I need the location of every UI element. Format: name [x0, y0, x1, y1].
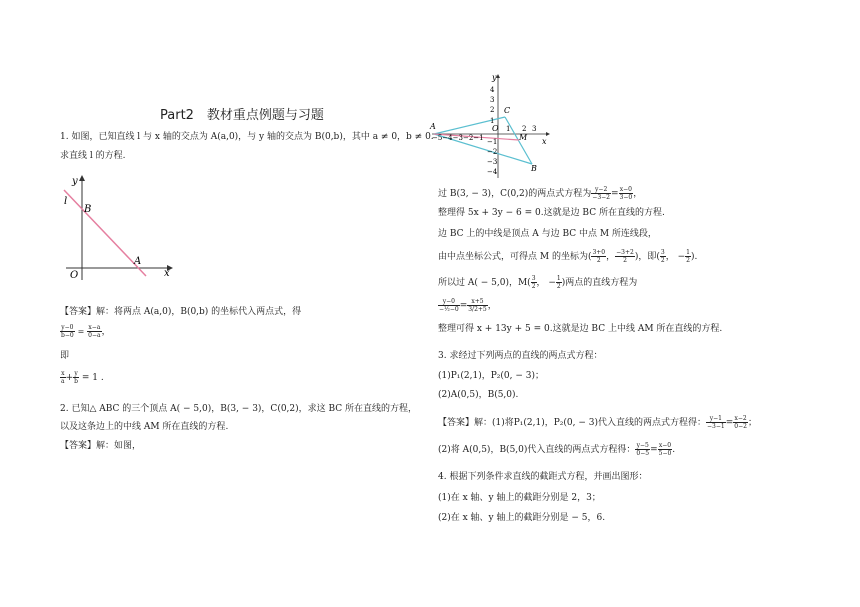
fig2-ytick: 2: [490, 106, 495, 114]
text: 【答案】解：(1)将P₁(2,1)，P₂(0, − 3)代入直线的两点式方程得：: [438, 418, 707, 428]
fraction: [706, 415, 726, 430]
frac-num: x−0: [658, 442, 672, 449]
equals-sign: =: [611, 189, 619, 199]
frac-den: 2: [531, 283, 536, 290]
answer-3-part-2: [438, 442, 675, 457]
frac-den: 0−a: [88, 332, 101, 339]
fig2-xtick: 1: [506, 125, 511, 133]
fig2-ytick: −2: [487, 148, 498, 156]
frac-num: y−0: [438, 298, 460, 306]
comma: ， −: [665, 252, 686, 262]
frac-num: x: [61, 370, 65, 377]
problem-3-part-2: (2)A(0,5)，B(5,0).: [438, 390, 519, 400]
frac-den: 0−5: [636, 450, 650, 457]
am-points: [438, 275, 637, 290]
frac-den: 2: [623, 257, 627, 264]
fig2-label-y: y: [492, 73, 497, 82]
bc-two-point-form: [438, 186, 642, 201]
fig2-xtick: 3: [532, 125, 537, 133]
midpoint-formula: [438, 249, 697, 264]
fig2-xticks-negative: −5−4−3−2−1: [432, 134, 484, 142]
frac-num: 3+0: [592, 249, 606, 256]
text: ).: [690, 252, 698, 262]
equals-sign: =: [459, 301, 468, 311]
fig2-ytick: −4: [487, 168, 498, 176]
fig2-ytick: 3: [490, 96, 495, 104]
answer-1-equation: $\frac{y-0}{b-0}$ = $\frac{x-a}{0-a}$ ，: [61, 324, 111, 339]
fig2-ytick: 4: [490, 86, 495, 94]
frac-num: 3: [531, 275, 536, 282]
text: )两点的直线方程为: [561, 278, 638, 288]
frac-num: 3: [660, 249, 665, 256]
fig2-label-O: O: [492, 124, 499, 133]
text: )，即(: [634, 252, 660, 262]
fraction: [438, 298, 460, 313]
answer-2-intro: 【答案】解：如图，: [60, 441, 142, 451]
problem-4-part-1: (1)在 x 轴、y 轴上的截距分别是 2，3；: [438, 493, 601, 503]
figure-triangle-abc: [428, 72, 558, 182]
equals-sign: =: [650, 445, 658, 455]
frac-num: 1: [686, 249, 690, 256]
problem-2-line-2: 以及这条边上的中线 AM 所在直线的方程.: [60, 422, 229, 432]
frac-num: x+5: [467, 298, 488, 306]
fig2-xtick: 2: [522, 125, 527, 133]
punct: ，: [101, 327, 111, 337]
frac-den: a: [61, 378, 65, 385]
frac-den: −3−1: [707, 423, 725, 430]
fig1-label-y: y: [72, 176, 78, 187]
fraction: [591, 186, 611, 201]
problem-3-part-1: (1)P₁(2,1)，P₂(0, − 3)；: [438, 371, 545, 381]
fraction: [60, 324, 75, 339]
problem-1-line-1: 1. 如图，已知直线 l 与 x 轴的交点为 A(a,0)，与 y 轴的交点为 B(0,b)，其中 a ≠ 0，b ≠ 0.: [60, 132, 434, 142]
am-general-form: 整理可得 x + 13y + 5 = 0.这就是边 BC 上中线 AM 所在直线的方程.: [438, 324, 723, 334]
fig2-ytick: −1: [487, 138, 498, 146]
fig2-label-C: C: [504, 106, 511, 115]
text: 由中点坐标公式，可得点 M 的坐标为(: [438, 252, 592, 262]
text: 所以过 A( − 5,0)，M(: [438, 278, 531, 288]
frac-den: 2: [660, 257, 665, 264]
plus-sign: +: [65, 373, 74, 383]
fig2-ytick: 1: [490, 117, 495, 125]
problem-4-title: 4. 根据下列条件求直线的截距式方程，并画出图形：: [438, 472, 648, 482]
frac-num: y−5: [636, 442, 649, 449]
answer-1-ji: 即: [60, 351, 70, 361]
problem-3-title: 3. 求经过下列两点的直线的两点式方程：: [438, 351, 603, 361]
frac-den: −3−2: [592, 194, 610, 201]
equation-tail: = 1 .: [81, 373, 104, 383]
fraction: [615, 249, 635, 264]
frac-den: b−0: [61, 332, 74, 339]
frac-num: 1: [556, 275, 561, 282]
frac-den: 2: [686, 257, 690, 264]
figure-line-intercepts: [58, 172, 178, 284]
problem-1-line-2: 求直线 l 的方程.: [60, 151, 126, 161]
frac-den: b: [74, 378, 78, 385]
frac-num: y−1: [706, 415, 726, 423]
am-two-point-form: [438, 298, 497, 313]
punct: ；: [747, 418, 757, 428]
answer-3-part-1: [438, 415, 757, 430]
frac-den: 2: [556, 283, 561, 290]
median-description: 边 BC 上的中线是顶点 A 与边 BC 中点 M 所连线段，: [438, 229, 657, 239]
fraction: [73, 370, 79, 385]
fraction: [635, 442, 650, 457]
fraction: [658, 442, 676, 457]
problem-2-line-1: 2. 已知△ ABC 的三个顶点 A( − 5,0)，B(3, − 3)，C(0,2)，求这 BC 所在直线的方程，: [60, 404, 418, 414]
fraction: [591, 249, 606, 264]
frac-num: x−0: [619, 186, 632, 193]
frac-den: 5−0: [658, 450, 672, 457]
comma: ，: [606, 252, 616, 262]
frac-den: 3/2+5: [468, 306, 487, 313]
fig1-label-l: l: [64, 196, 68, 207]
fraction: [467, 298, 488, 313]
punct: .: [672, 445, 676, 455]
frac-den: −½−0: [439, 306, 459, 313]
fig2-label-x: x: [542, 137, 547, 146]
frac-den: 3−0: [619, 194, 633, 201]
text: 过 B(3, − 3)，C(0,2)的两点式方程为: [438, 189, 592, 199]
frac-num: y−0: [61, 324, 74, 331]
frac-num: y: [74, 370, 78, 377]
frac-num: x−2: [734, 415, 747, 422]
punct: ，: [487, 301, 497, 311]
frac-den: 2: [596, 257, 601, 264]
fig2-label-B: B: [531, 164, 537, 173]
fig1-label-O: O: [70, 270, 79, 281]
fig2-ytick: −3: [487, 158, 498, 166]
bc-general-form: 整理得 5x + 3y − 6 = 0.这就是边 BC 所在直线的方程.: [438, 208, 665, 218]
problem-4-part-2: (2)在 x 轴、y 轴上的截距分别是 − 5，6.: [438, 513, 606, 523]
fraction: [87, 324, 101, 339]
answer-1-intro: 【答案】解：将两点 A(a,0)，B(0,b) 的坐标代入两点式，得: [60, 307, 302, 317]
answer-1-intercept-form: [60, 370, 104, 385]
equals-sign: =: [725, 418, 734, 428]
fraction: [733, 415, 748, 430]
frac-den: 0−2: [734, 423, 747, 430]
page-title: Part2 教材重点例题与习题: [160, 108, 324, 123]
fig1-label-A: A: [134, 256, 142, 267]
fig1-label-B: B: [84, 204, 92, 215]
fig2-label-A: A: [430, 122, 436, 131]
comma: ， −: [536, 278, 556, 288]
fraction: [619, 186, 634, 201]
frac-num: x−a: [88, 324, 101, 331]
text: (2)将 A(0,5)，B(5,0)代入直线的两点式方程得：: [438, 445, 636, 455]
frac-num: y−2: [591, 186, 611, 194]
fig1-label-x: x: [164, 268, 170, 279]
punct: ，: [633, 189, 643, 199]
fig2-label-M: M: [519, 133, 528, 142]
frac-num: −3+2: [616, 249, 634, 256]
